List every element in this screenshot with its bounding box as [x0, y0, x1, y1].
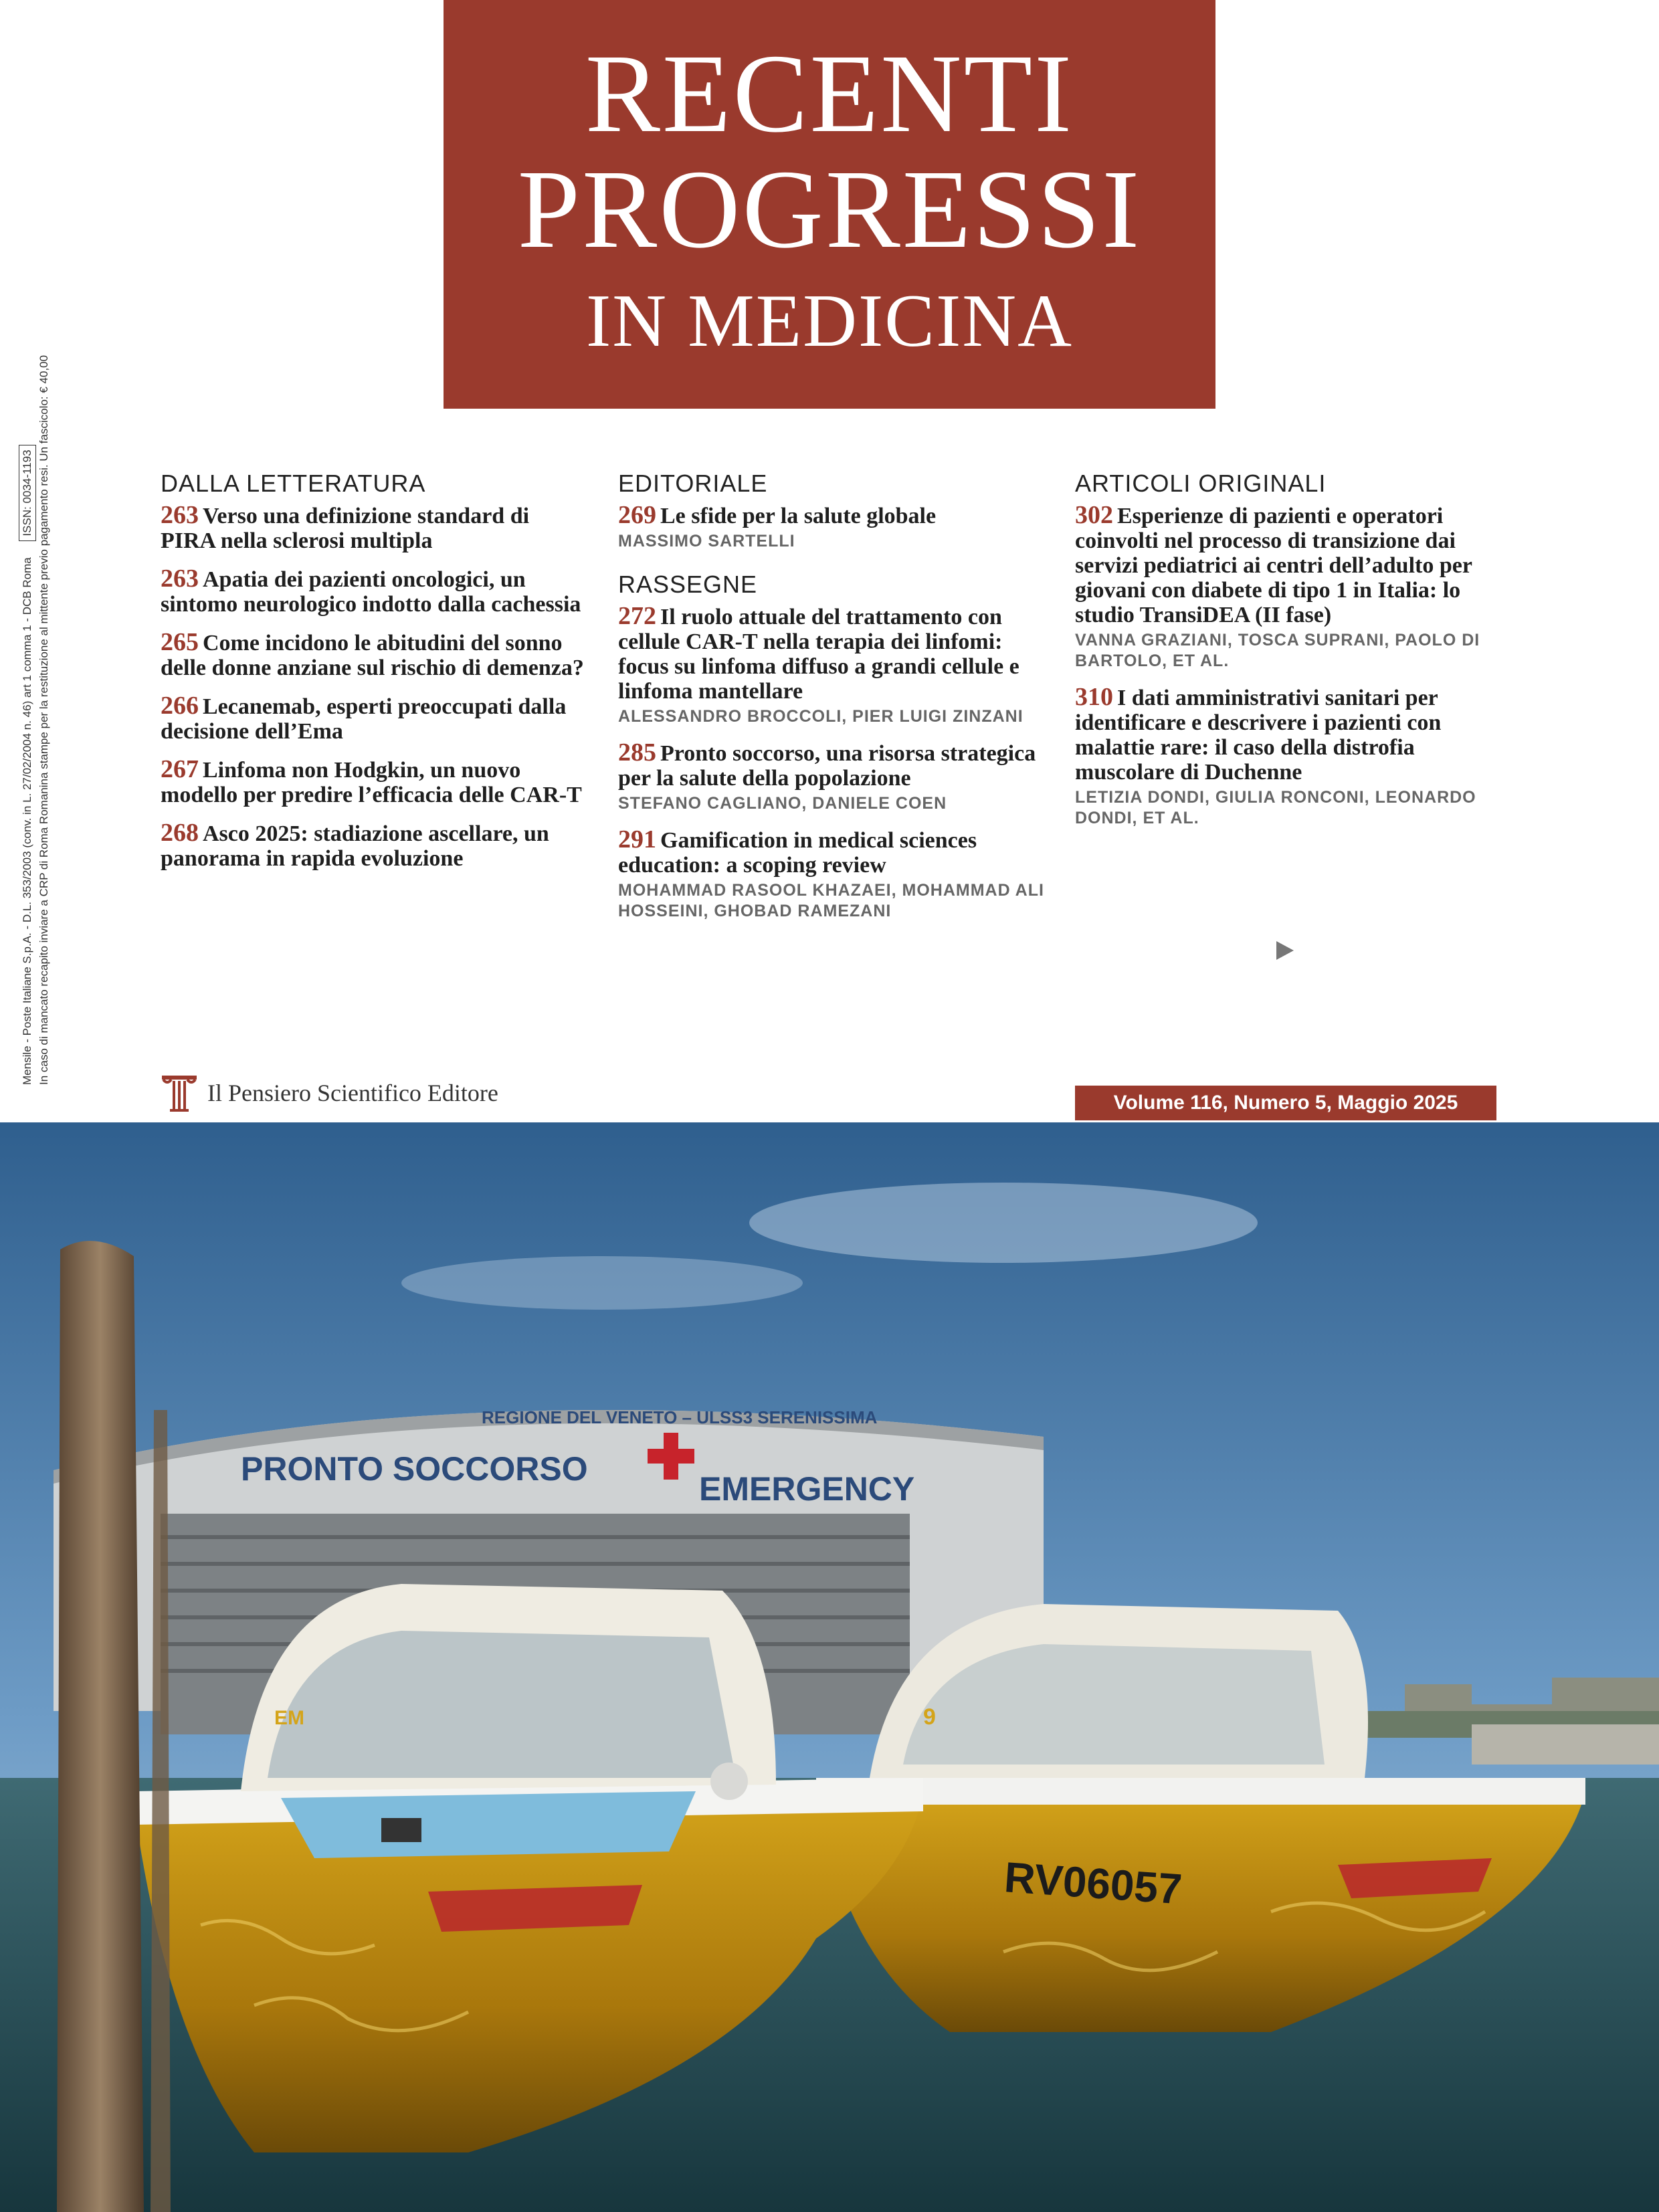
- article-title-line: [161, 757, 589, 807]
- article-title: Come incidono le abitudini del sonno delle donne anziane sul rischio di demenza?: [161, 631, 584, 680]
- masthead-line-1: RECENTI: [585, 31, 1074, 156]
- horn-icon: [381, 1818, 421, 1842]
- issn-box: ISSN: 0034-1193: [19, 445, 36, 540]
- page-number: 267: [161, 755, 199, 783]
- article-entry[interactable]: [161, 821, 589, 871]
- article-authors: STEFANO CAGLIANO, DANIELE COEN: [618, 794, 947, 813]
- article-title: Il ruolo attuale del trattamento con cellule CAR-T nella terapia dei linfomi: focus su linfoma diffuso a grandi cellule e linfoma mantellare: [618, 605, 1019, 704]
- article-entry[interactable]: [161, 630, 589, 680]
- boat-number: 9: [923, 1704, 936, 1730]
- article-title-line: [618, 503, 1046, 528]
- article-title-line: [1075, 685, 1503, 785]
- article-authors: MASSIMO SARTELLI: [618, 532, 795, 550]
- article-title-line: [618, 604, 1046, 704]
- article-title-line: [161, 821, 589, 871]
- article-title: Le sfide per la salute globale: [660, 504, 937, 528]
- article-title-line: [161, 630, 589, 680]
- page-number: 265: [161, 628, 199, 656]
- issue-badge: Volume 116, Numero 5, Maggio 2025: [1075, 1086, 1496, 1120]
- sign-emergency: EMERGENCY: [699, 1470, 915, 1508]
- page-number: 263: [161, 565, 199, 593]
- sign-region: REGIONE DEL VENETO – ULSS3 SERENISSIMA: [482, 1407, 878, 1427]
- column-editoriale-rassegne: [618, 468, 1046, 935]
- section-title-rassegne: RASSEGNE: [618, 571, 758, 598]
- page-number: 302: [1075, 501, 1113, 529]
- boat-label-em: EM: [274, 1707, 304, 1729]
- spine-line-1: Mensile - Poste Italiane S.p.A. - D.L. 353/2003 (conv. in L. 27/02/2004 n. 46) art 1 comma 1 - DCB Roma: [21, 557, 33, 1085]
- section-title-articoli-originali: ARTICOLI ORIGINALI: [1075, 470, 1327, 497]
- article-title-line: [1075, 503, 1503, 627]
- article-entry[interactable]: [618, 503, 1046, 552]
- page-number: 268: [161, 819, 199, 847]
- boat-registration: RV06057: [1003, 1853, 1184, 1914]
- article-authors: MOHAMMAD RASOOL KHAZAEI, MOHAMMAD ALI HOSSEINI, GHOBAD RAMEZANI: [618, 881, 1044, 920]
- article-title: Asco 2025: stadiazione ascellare, un panorama in rapida evoluzione: [161, 821, 549, 871]
- section-title-dalla-letteratura: DALLA LETTERATURA: [161, 470, 426, 497]
- page-number: 310: [1075, 683, 1113, 711]
- article-title: Pronto soccorso, una risorsa strategica per la salute della popolazione: [618, 741, 1036, 791]
- mooring-post: [57, 1241, 144, 2212]
- article-entry[interactable]: [1075, 503, 1503, 672]
- column-articoli-originali: [1075, 468, 1503, 842]
- column-capital-icon: [161, 1073, 198, 1113]
- article-entry[interactable]: [161, 694, 589, 744]
- article-entry[interactable]: [1075, 685, 1503, 829]
- article-title: Linfoma non Hodgkin, un nuovo modello per predire l’efficacia delle CAR-T: [161, 758, 582, 807]
- publisher: [161, 1073, 498, 1113]
- article-title: Verso una definizione standard di PIRA nella sclerosi multipla: [161, 504, 530, 553]
- spine-line-2: In caso di mancato recapito inviare a CRP di Roma Romanina stampe per la restituzione al mittente previo pagamento resi. Un fascicolo: € 40,00: [37, 355, 50, 1085]
- article-title: Apatia dei pazienti oncologici, un sintomo neurologico indotto dalla cachessia: [161, 567, 581, 617]
- article-entry[interactable]: [618, 604, 1046, 727]
- page-number: 269: [618, 501, 656, 529]
- article-title-line: [161, 503, 589, 553]
- article-authors: VANNA GRAZIANI, TOSCA SUPRANI, PAOLO DI BARTOLO, ET AL.: [1075, 631, 1480, 670]
- article-title: Esperienze di pazienti e operatori coinvolti nel processo di transizione dai servizi pediatrici ai centri dell’adulto per giovani con diabete di tipo 1 in Italia: lo studio TransiDEA (II fase): [1075, 504, 1472, 627]
- masthead-line-2: PROGRESSI: [517, 147, 1142, 272]
- page-number: 266: [161, 692, 199, 720]
- searchlight-icon: [710, 1763, 748, 1800]
- article-title: Gamification in medical sciences education: a scoping review: [618, 828, 977, 878]
- page-number: 291: [618, 825, 656, 853]
- article-entry[interactable]: [618, 740, 1046, 814]
- publisher-name: Il Pensiero Scientifico Editore: [207, 1080, 498, 1106]
- section-title-editoriale: EDITORIALE: [618, 470, 768, 497]
- article-entry[interactable]: [618, 827, 1046, 922]
- article-authors: LETIZIA DONDI, GIULIA RONCONI, LEONARDO DONDI, ET AL.: [1075, 788, 1476, 827]
- article-title: I dati amministrativi sanitari per identificare e descrivere i pazienti con malattie rare: il caso della distrofia muscolare di Duchenne: [1075, 686, 1442, 785]
- deck-cover: [281, 1791, 696, 1858]
- article-title-line: [161, 567, 589, 617]
- page-number: 263: [161, 501, 199, 529]
- masthead: [444, 0, 1215, 409]
- page-number: 272: [618, 602, 656, 630]
- spine-text: [19, 282, 52, 1085]
- cover-photo: [0, 1122, 1659, 2212]
- sign-pronto-soccorso: PRONTO SOCCORSO: [241, 1450, 588, 1488]
- play-arrow-icon: [1276, 941, 1294, 960]
- article-authors: ALESSANDRO BROCCOLI, PIER LUIGI ZINZANI: [618, 707, 1023, 726]
- article-title-line: [161, 694, 589, 744]
- article-title-line: [618, 827, 1046, 878]
- article-entry[interactable]: [161, 757, 589, 807]
- masthead-line-3: IN MEDICINA: [585, 280, 1074, 363]
- article-entry[interactable]: [161, 567, 589, 617]
- article-entry[interactable]: [161, 503, 589, 553]
- article-title: Lecanemab, esperti preoccupati dalla decisione dell’Ema: [161, 694, 567, 744]
- page-number: 285: [618, 738, 656, 767]
- ambulance-boats-illustration: [0, 1122, 1659, 2212]
- article-title-line: [618, 740, 1046, 791]
- column-dalla-letteratura: [161, 468, 589, 884]
